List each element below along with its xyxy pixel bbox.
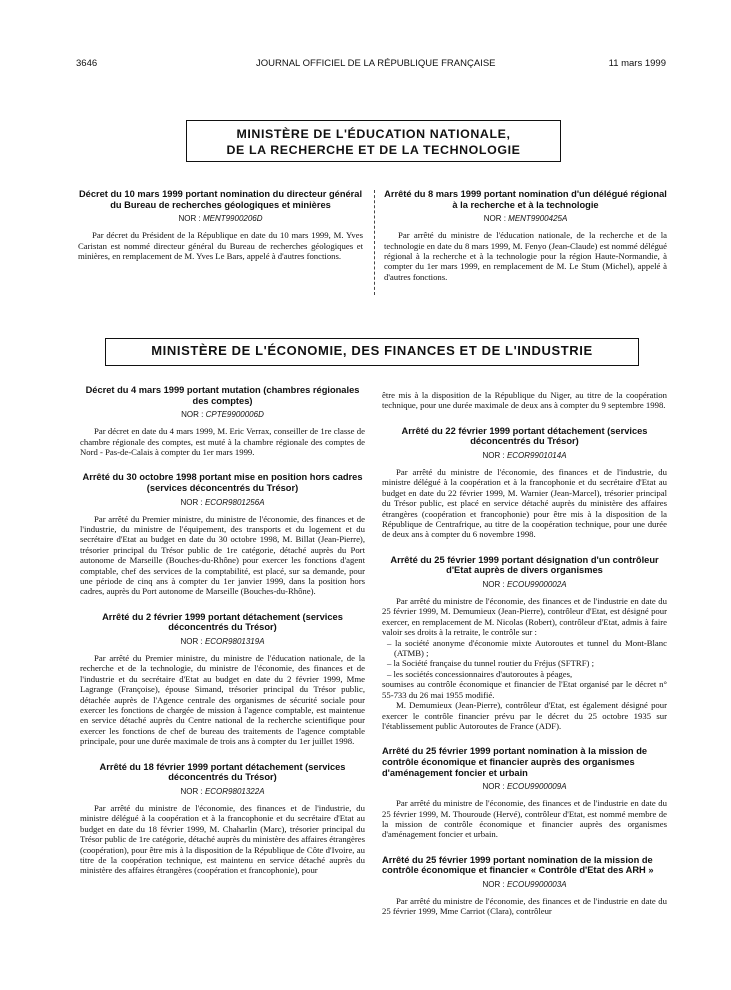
article-paragraph: Par décret du Président de la République en date du 10 mars 1999, M. Yves Caristan est nommé directeur général du Bureau de recherches géologiques et minières, en remplacement de M. Yves Le Bars, appelé à d'autres fonctions. xyxy=(78,230,363,261)
article-top-right xyxy=(384,189,667,282)
nor-label: NOR : xyxy=(181,410,204,420)
nor-label: NOR : xyxy=(482,782,505,792)
article-nor xyxy=(80,498,365,507)
article xyxy=(80,385,365,457)
article-nor xyxy=(382,580,667,589)
nor-label: NOR : xyxy=(180,786,203,796)
article-paragraph: Par arrêté du Premier ministre, du ministre de l'économie, des finances et de l'industrie, du ministre de l'équipement, des transports et du logement et du secrétaire d'Etat au budget en date du 30 octobre 1998, M. Billat (Jean-Pierre), trésorier principal du Trésor public de 1re catégorie, détaché auprès du Port autonome de Marseille (Bouches-du-Rhône) pour exercer les fonctions d'agent comptable, chef des services de la comptabilité, est placé, sur sa demande, pour une période de cinq ans à compter du 1er janvier 1999, dans la position hors cadres, auprès du Port autonome de Marseille (Bouches-du-Rhône). xyxy=(80,513,365,597)
nor-code: ECOU9900003A xyxy=(506,879,567,889)
article-nor xyxy=(384,214,667,223)
nor-code: MENT9900425A xyxy=(508,214,568,224)
article-title: Arrêté du 18 février 1999 portant détachement (services déconcentrés du Trésor) xyxy=(99,761,346,783)
article-paragraph: soumises au contrôle économique et financier de l'Etat organisé par le décret n° 55-733 du 26 mai 1955 modifié. xyxy=(382,679,667,700)
nor-code: MENT9900206D xyxy=(202,214,263,224)
list-item: – les sociétés concessionnaires d'autoroutes à péages, xyxy=(387,668,573,679)
article-nor xyxy=(382,451,667,460)
article-title: Arrêté du 25 février 1999 portant désignation d'un contrôleur d'Etat auprès de divers organismes xyxy=(390,554,659,576)
article-nor xyxy=(80,787,365,796)
issue-date: 11 mars 1999 xyxy=(608,58,666,69)
nor-label: NOR : xyxy=(180,637,203,647)
nor-label: NOR : xyxy=(178,214,201,224)
ministry-heading-line2: DE LA RECHERCHE ET DE LA TECHNOLOGIE xyxy=(226,143,521,157)
list-item: – la société anonyme d'économie mixte Autoroutes et tunnel du Mont-Blanc (ATMB) ; xyxy=(387,637,667,659)
article xyxy=(382,426,667,540)
article-nor xyxy=(382,880,667,889)
nor-code: ECOR9801322A xyxy=(204,786,265,796)
nor-label: NOR : xyxy=(482,580,505,590)
ministry-heading-education xyxy=(186,120,561,162)
article-title: Décret du 4 mars 1999 portant mutation (chambres régionales des comptes) xyxy=(85,385,360,406)
article-title: Arrêté du 30 octobre 1998 portant mise en position hors cadres (services déconcentrés du Trésor) xyxy=(82,472,363,493)
article xyxy=(80,612,365,747)
article-title: Arrêté du 25 février 1999 portant nomination de la mission de contrôle économique et financier « Contrôle d'Etat des ARH » xyxy=(382,854,654,876)
journal-title: JOURNAL OFFICIEL DE LA RÉPUBLIQUE FRANÇAISE xyxy=(256,58,496,69)
page-number: 3646 xyxy=(76,58,98,69)
nor-label: NOR : xyxy=(482,451,505,460)
article-nor xyxy=(80,637,365,646)
article-paragraph: être mis à la disposition de la République du Niger, au titre de la coopération technique, pour une durée maximale de deux ans à compter du 9 septembre 1998. xyxy=(382,390,667,411)
ministry-heading-title: MINISTÈRE DE L'ÉCONOMIE, DES FINANCES ET DE L'INDUSTRIE xyxy=(151,343,593,358)
nor-label: NOR : xyxy=(483,214,506,224)
nor-code: ECOR9801319A xyxy=(204,637,265,647)
article-title: Arrêté du 8 mars 1999 portant nomination d'un délégué régional à la recherche et à la technologie xyxy=(384,189,667,210)
article-paragraph: Par décret en date du 4 mars 1999, M. Eric Verrax, conseiller de 1re classe de chambre régionale des comptes, est muté à la chambre régionale des comptes de Nord - Pas-de-Calais à compter du 1er mars 1999. xyxy=(80,426,365,457)
article-nor xyxy=(382,782,667,791)
article-top-left xyxy=(78,189,363,261)
article-paragraph: Par arrêté du ministre de l'économie, des finances et de l'industrie en date du 25 février 1999, M. Thouroude (Hervé), contrôleur d'Etat, est nommé membre de la mission de contrôle économique et financier auprès des organismes d'aménagement foncier et urbain. xyxy=(382,798,667,840)
nor-label: NOR : xyxy=(180,497,203,507)
nor-code: ECOR9901014A xyxy=(506,451,567,460)
article-title: Arrêté du 22 février 1999 portant détachement (services déconcentrés du Trésor) xyxy=(401,425,648,447)
article-paragraph: Par arrêté du ministre de l'économie, des finances et de l'industrie, du ministre délégué à la coopération et à la francophonie et du secrétaire d'Etat au budget en date du 18 février 1999, M. Chaharlin (Marc), trésorier principal du Trésor public de 1re catégorie, détaché auprès du ministère des affaires étrangères (coopération), pour être mis à la disposition de la République de Côte d'Ivoire, au titre de la coopération technique, est maintenu en service détaché auprès du ministère des affaires étrangères (coopération et francophonie), pour xyxy=(80,802,365,876)
right-column xyxy=(382,390,667,932)
nor-label: NOR : xyxy=(482,879,505,889)
nor-code: ECOR9801256A xyxy=(204,497,265,507)
article-paragraph: M. Demumieux (Jean-Pierre), contrôleur d'Etat, est également désigné pour exercer le contrôle financier prévu par le décret du 25 octobre 1935 sur l'établissement public Autoroutes de France (ADF). xyxy=(382,700,667,731)
column-divider xyxy=(374,190,375,295)
nor-code: ECOU9900009A xyxy=(506,782,567,792)
article xyxy=(80,762,365,876)
article-paragraph: Par arrêté du ministre de l'économie, des finances et de l'industrie en date du 25 février 1999, M. Demumieux (Jean-Pierre), contrôleur d'Etat, est désigné pour exercer, en remplacement de M. Nicolas (Robert), contrôleur d'Etat, admis à faire valoir ses droits à la retraite, le contrôle sur : xyxy=(382,596,667,638)
article xyxy=(382,855,667,917)
article-paragraph: Par arrêté du Premier ministre, du ministre de l'éducation nationale, de la recherche et de la technologie, du ministre de l'économie, des finances et de l'industrie et du secrétaire d'Etat au budget en date du 2 février 1999, Mme Lagrange (Françoise), épouse Simand, trésorier principal du Trésor public, détachée auprès de l'Agence centrale des organismes de sécurité sociale pour exercer les fonctions de chargée de mission à l'agence comptable, est maintenue en service détaché auprès du Centre national de la recherche scientifique pour exercer les fonctions de chef de bureau des traitements de l'agence comptable principale, pour une durée maximale de trois ans à compter du 1er juillet 1998. xyxy=(80,653,365,747)
article-paragraph: Par arrêté du ministre de l'économie, des finances et de l'industrie en date du 25 février 1999, Mme Carriot (Clara), contrôleur xyxy=(382,895,667,917)
article-paragraph: Par arrêté du ministre de l'éducation nationale, de la recherche et de la technologie en date du 8 mars 1999, M. Fenyo (Jean-Claude) est nommé délégué régional à la recherche et à la technologie pour la région Haute-Normandie, à compter du 1er mars 1999, en remplacement de M. Le Stum (Michel), appelé à d'autres fonctions. xyxy=(384,230,667,282)
nor-code: ECOU9900002A xyxy=(506,580,567,590)
list-item: – la Société française du tunnel routier du Fréjus (SFTRF) ; xyxy=(387,658,595,669)
ministry-heading-economy xyxy=(105,338,639,366)
article xyxy=(80,472,365,596)
article-title: Arrêté du 2 février 1999 portant détachement (services déconcentrés du Trésor) xyxy=(102,611,343,633)
article xyxy=(382,746,667,839)
article-paragraph: Par arrêté du ministre de l'économie, des finances et de l'industrie, du ministre délégué à la coopération et à la francophonie et du secrétaire d'Etat au budget en date du 22 février 1999, M. Warnier (Jean-Marcel), trésorier principal du Trésor public, est placé en service détaché auprès du ministère des affaires étrangères (coopération et francophonie) pour être mis à la disposition de la République de Centrafrique, au titre de la coopération technique, pour une durée de deux ans à compter du 6 novembre 1998. xyxy=(382,467,667,540)
article xyxy=(382,555,667,731)
article-nor xyxy=(78,214,363,223)
ministry-heading-line1: MINISTÈRE DE L'ÉDUCATION NATIONALE, xyxy=(236,127,511,141)
article-continuation xyxy=(382,390,667,411)
article-title: Arrêté du 25 février 1999 portant nomination à la mission de contrôle économique et financier auprès des organismes d'aménagement foncier et urbain xyxy=(382,746,648,778)
running-header xyxy=(76,58,666,72)
article-nor xyxy=(80,410,365,419)
article-title: Décret du 10 mars 1999 portant nomination du directeur général du Bureau de recherches géologiques et minières xyxy=(78,189,363,210)
nor-code: CPTE9900006D xyxy=(205,410,264,420)
left-column xyxy=(80,385,365,891)
